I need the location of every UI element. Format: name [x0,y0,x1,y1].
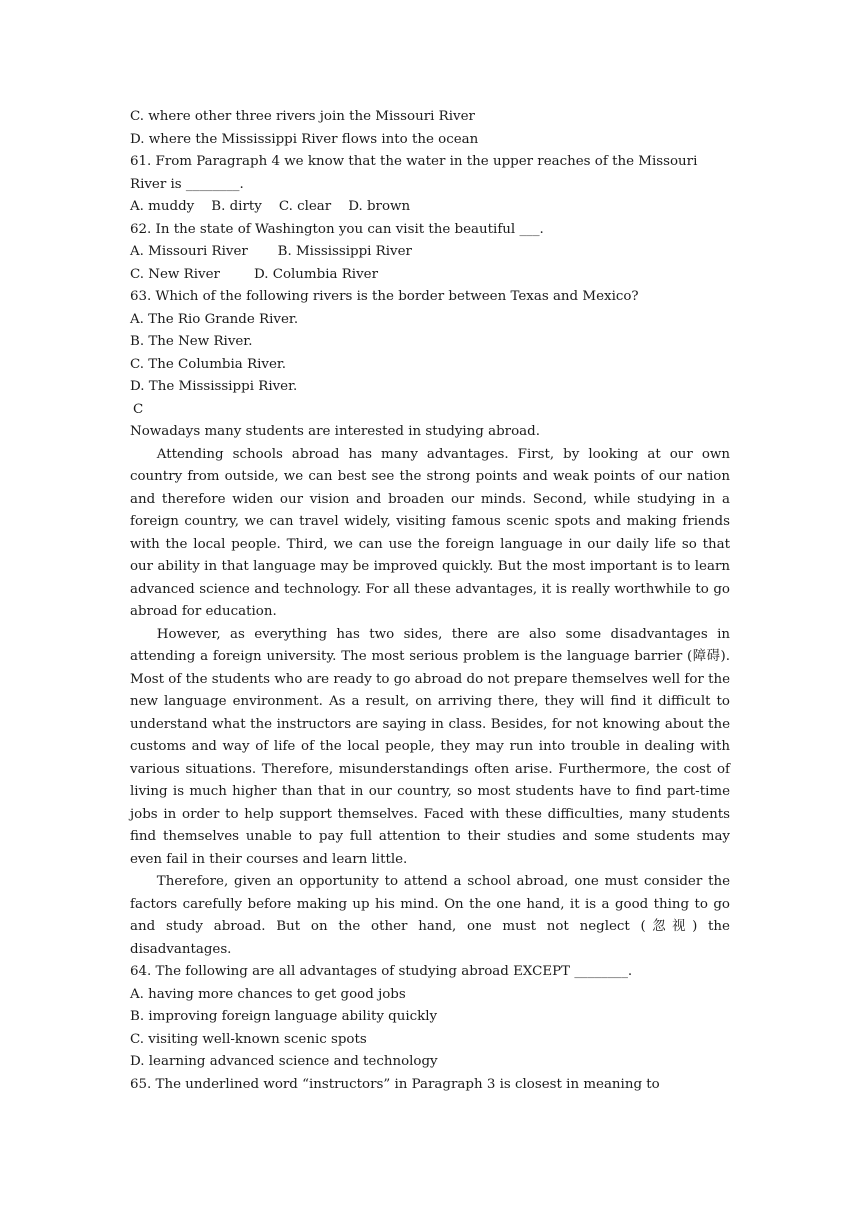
q64-stem: 64. The following are all advantages of studying abroad EXCEPT ________. [130,964,633,979]
passage-paragraph-advantages: Attending schools abroad has many advantages. First, by looking at our own country from outside, we can best see the strong points and weak points of our nation and therefore widen our vision and broaden our minds. Second, while studying in a foreign country, we can travel widely, visiting famous scenic spots and making friends with the local people. Third, we can use the foreign language in our daily life so that our ability in that language may be improved quickly. But the most important is to learn advanced science and technology. For all these advantages, it is really worthwhile to go abroad for education. [130,446,730,619]
q64-option-a: A. having more chances to get good jobs [130,986,406,1002]
q63-option-b: B. The New River. [130,334,253,349]
q64-option-b: B. improving foreign language ability quickly [130,1009,438,1024]
q63-option-a: A. The Rio Grande River. [130,311,299,327]
q61-stem-line2: River is ________. [130,176,244,192]
q64-option-c: C. visiting well-known scenic spots [130,1031,367,1047]
q63-stem: 63. Which of the following rivers is the border between Texas and Mexico? [130,289,639,304]
q65-stem: 65. The underlined word “instructors” in Paragraph 3 is closest in meaning to [130,1076,660,1092]
q63-option-c: C. The Columbia River. [130,356,287,372]
q61-options: A. muddy B. dirty C. clear D. brown [130,199,411,214]
section-letter: C [133,401,144,417]
document-page [130,106,730,1096]
q60-option-d: D. where the Mississippi River flows into the ocean [130,131,479,147]
passage-paragraph-conclusion: Therefore, given an opportunity to attend a school abroad, one must consider the factors carefully before making up his mind. On the one hand, it is a good thing to go and study abroad. But on the other hand, one must not neglect (忽视) the disadvantages. [130,874,730,957]
passage-paragraph-disadvantages: However, as everything has two sides, there are also some disadvantages in attending a foreign university. The most serious problem is the language barrier (障碍). Most of the students who are ready to go abroad do not prepare themselves well for the new language environment. As a result, on arriving there, they will find it difficult to understand what the instructors are saying in class. Besides, for not knowing about the customs and way of life of the local people, they may run into trouble in dealing with various situations. Therefore, misunderstandings often arise. Furthermore, the cost of living is much higher than that in our country, so most students have to find part-time jobs in order to help support themselves. Faced with these difficulties, many students find themselves unable to pay full attention to their studies and some students may even fail in their courses and learn little. [130,626,730,867]
q62-stem: 62. In the state of Washington you can visit the beautiful ___. [130,221,544,237]
passage-intro: Nowadays many students are interested in studying abroad. [130,424,540,439]
q62-options-row1: A. Missouri River B. Mississippi River [130,244,412,259]
passage-body [130,444,730,962]
q61-stem-line1: 61. From Paragraph 4 we know that the water in the upper reaches of the Missouri [130,154,698,169]
q62-options-row2: C. New River D. Columbia River [130,266,378,282]
q64-option-d: D. learning advanced science and technology [130,1054,438,1069]
q63-option-d: D. The Mississippi River. [130,379,298,394]
q60-option-c: C. where other three rivers join the Missouri River [130,109,475,124]
